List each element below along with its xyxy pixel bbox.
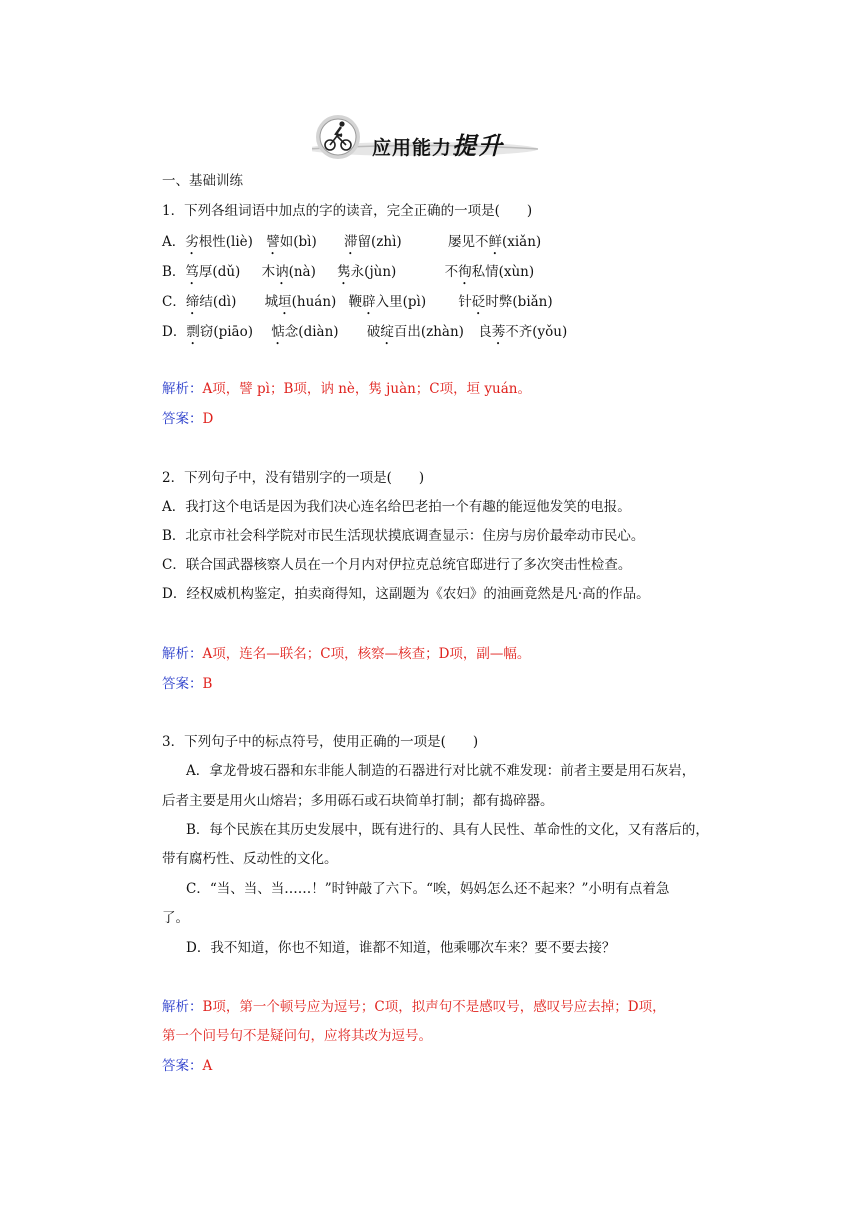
section-banner — [312, 112, 542, 164]
q3-option-d: D．我不知道，你也不知道，谁都不知道，他乘哪次车来？要不要去接？ — [186, 940, 616, 956]
q3-analysis-line1: 解析：B项，第一个顿号应为逗号；C项，拟声句不是感叹号，感叹号应去掉；D项， — [162, 999, 666, 1015]
section-heading: 一、基础训练 — [162, 173, 243, 189]
q2-option-a: A．我打这个电话是因为我们决心连名给巴老拍一个有趣的能逗他发笑的电报。 — [162, 499, 631, 515]
q1-option-c: C．缔结(dì) 城垣(huán) 鞭辟入里(pì) 针砭时弊(biǎn) — [162, 294, 553, 310]
q2-option-b: B．北京市社会科学院对市民生活现状摸底调查显示：住房与房价最牵动市民心。 — [162, 528, 645, 544]
q2-option-c: C．联合国武器核察人员在一个月内对伊拉克总统官邸进行了多次突击性检查。 — [162, 557, 632, 573]
q3-analysis-line2: 第一个问号句不是疑问句，应将其改为逗号。 — [162, 1028, 432, 1044]
q3-option-b-line1: B．每个民族在其历史发展中，既有进行的、具有人民性、革命性的文化，又有落后的， — [186, 822, 709, 838]
q3-answer: 答案：A — [162, 1058, 213, 1074]
q1-option-a: A．劣根性(liè) 譬如(bì) 滞留(zhì) 屡见不鲜(xiǎn) — [162, 234, 542, 250]
q1-option-d: D．剽窃(piāo) 惦念(diàn) 破绽百出(zhàn) 良莠不齐(yǒu) — [162, 324, 568, 340]
q3-option-b-line2: 带有腐朽性、反动性的文化。 — [162, 851, 338, 867]
banner-title: 应用能力提升 — [372, 132, 505, 160]
question-3-stem: 3．下列句子中的标点符号，使用正确的一项是( ) — [162, 734, 479, 750]
q3-option-a-line1: A．拿龙骨坡石器和东非能人制造的石器进行对比就不难发现：前者主要是用石灰岩， — [186, 763, 696, 779]
question-1-stem: 1．下列各组词语中加点的字的读音，完全正确的一项是( ) — [162, 203, 533, 219]
q3-option-c-line1: C．“当、当、当……！”时钟敲了六下。“唉，妈妈怎么还不起来？”小明有点着急 — [186, 881, 670, 897]
question-2-stem: 2．下列句子中，没有错别字的一项是( ) — [162, 470, 425, 486]
q2-option-d: D．经权威机构鉴定，拍卖商得知，这副题为《农妇》的油画竟然是凡·高的作品。 — [162, 586, 650, 602]
q3-option-c-line2: 了。 — [162, 910, 189, 926]
q1-option-b: B．笃厚(dǔ) 木讷(nà) 隽永(jùn) 不徇私情(xùn) — [162, 264, 535, 280]
q2-analysis: 解析：A项，连名—联名；C项，核察—核查；D项，副—幅。 — [162, 646, 531, 662]
q3-option-a-line2: 后者主要是用火山熔岩；多用砾石或石块简单打制；都有捣碎器。 — [162, 793, 554, 809]
q1-answer: 答案：D — [162, 411, 214, 427]
q1-analysis: 解析：A项，譬 pì；B项，讷 nè，隽 juàn；C项，垣 yuán。 — [162, 381, 531, 397]
q2-answer: 答案：B — [162, 676, 213, 692]
